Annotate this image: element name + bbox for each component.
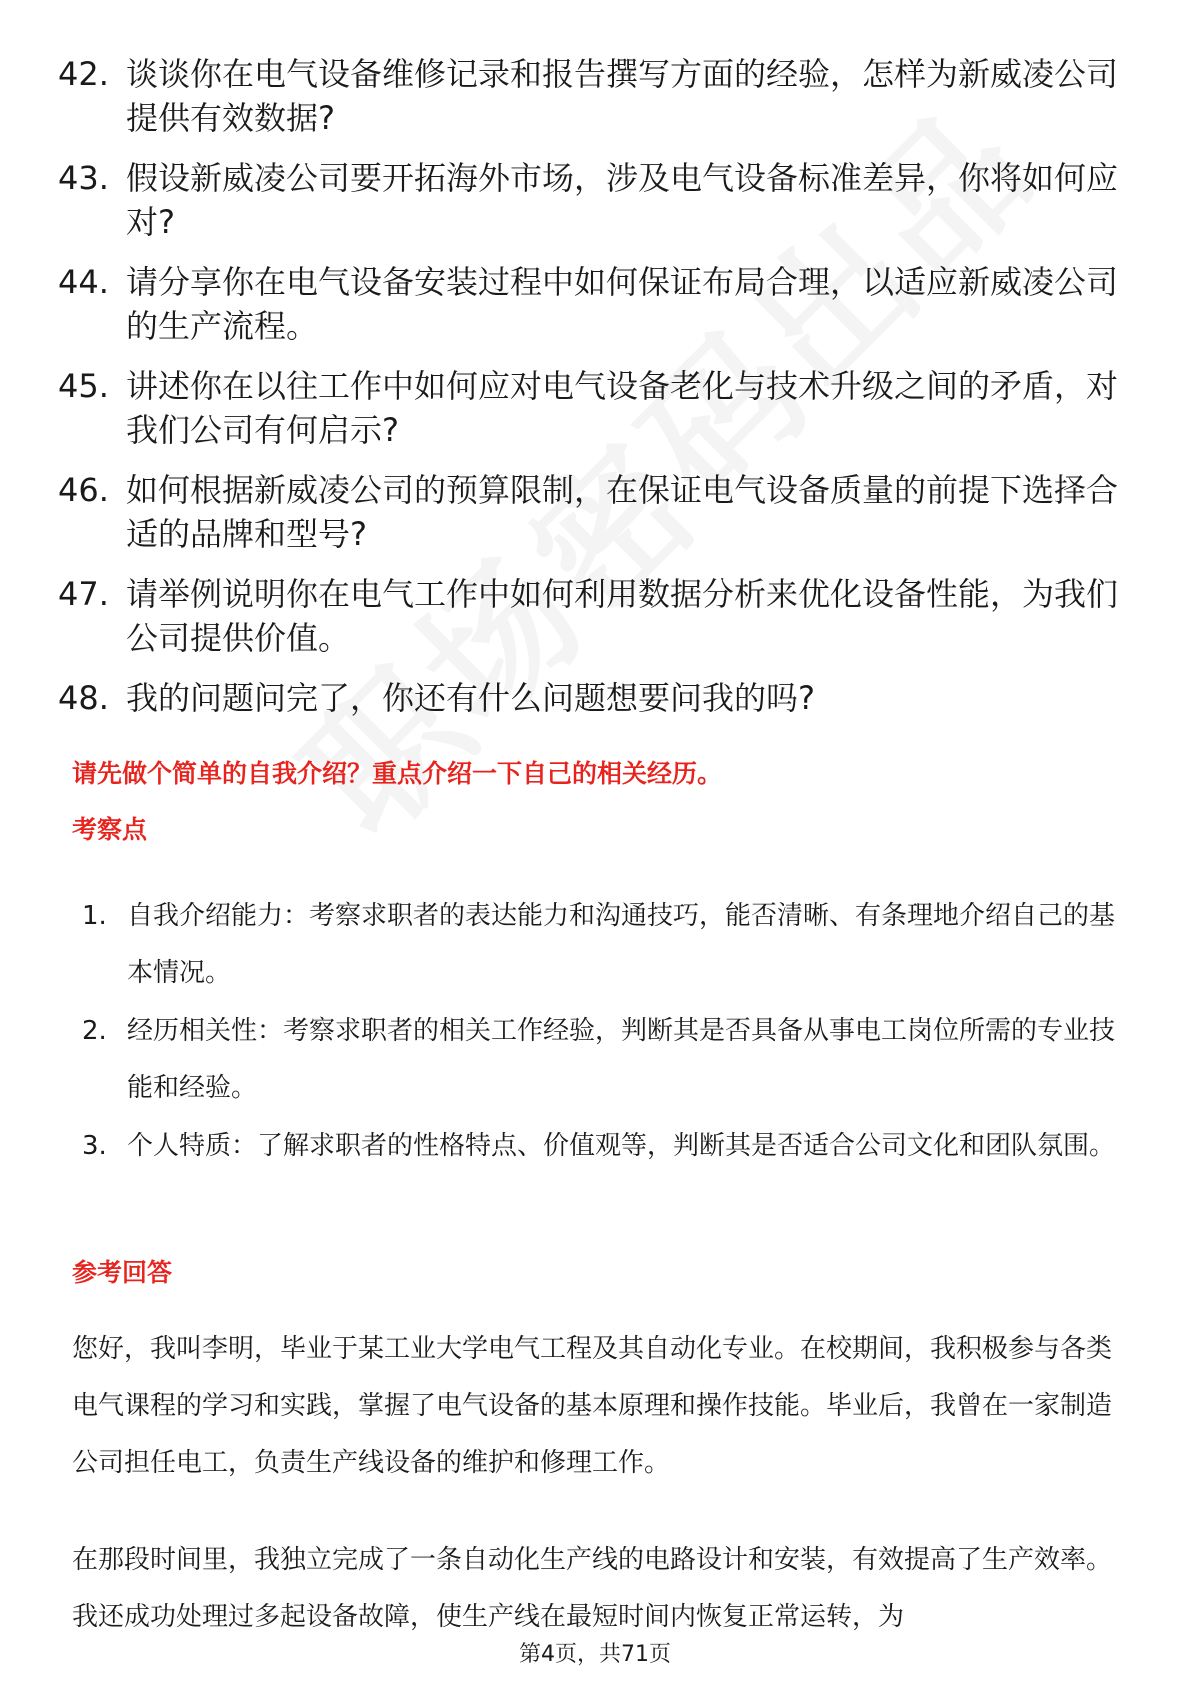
question-number: 44.: [58, 263, 109, 301]
examine-point: [82, 888, 1122, 1002]
question-text: 假设新威凌公司要开拓海外市场，涉及电气设备标准差异，你将如何应对?: [126, 159, 1119, 241]
point-text: 自我介绍能力：考察求职者的表达能力和沟通技巧，能否清晰、有条理地介绍自己的基本情况。: [127, 901, 1116, 988]
question-heading: 请先做个简单的自我介绍？重点介绍一下自己的相关经历。: [72, 759, 723, 788]
examine-points-list: [82, 888, 1122, 1176]
question-item: [58, 364, 1118, 452]
question-item: [58, 52, 1118, 140]
question-number: 45.: [58, 367, 109, 405]
question-number: 48.: [58, 679, 109, 717]
question-number: 43.: [58, 159, 109, 197]
examine-point: [82, 1118, 1122, 1175]
reference-answer-label: 参考回答: [72, 1258, 173, 1287]
question-item: [58, 260, 1118, 348]
examine-point: [82, 1003, 1122, 1117]
examine-points-label: 考察点: [72, 815, 148, 844]
question-item: [58, 156, 1118, 244]
point-number: 3.: [82, 1131, 107, 1161]
question-number: 42.: [58, 55, 109, 93]
point-text: 经历相关性：考察求职者的相关工作经验，判断其是否具备从事电工岗位所需的专业技能和经验。: [127, 1016, 1116, 1103]
question-text: 请分享你在电气设备安装过程中如何保证布局合理，以适应新威凌公司的生产流程。: [126, 263, 1119, 345]
point-number: 2.: [82, 1016, 107, 1046]
question-text: 讲述你在以往工作中如何应对电气设备老化与技术升级之间的矛盾，对我们公司有何启示?: [126, 367, 1119, 449]
page-number: 第4页，共71页: [519, 1642, 671, 1667]
question-item: [58, 468, 1118, 556]
answer-paragraph: 您好，我叫李明，毕业于某工业大学电气工程及其自动化专业。在校期间，我积极参与各类电气课程的学习和实践，掌握了电气设备的基本原理和操作技能。毕业后，我曾在一家制造公司担任电工，负责生产线设备的维护和修理工作。: [72, 1334, 1113, 1478]
question-text: 谈谈你在电气设备维修记录和报告撰写方面的经验，怎样为新威凌公司提供有效数据?: [126, 55, 1119, 137]
question-text: 我的问题问完了，你还有什么问题想要问我的吗?: [126, 679, 815, 717]
question-list: [58, 52, 1118, 736]
question-item: [58, 676, 1118, 720]
point-number: 1.: [82, 901, 107, 931]
question-item: [58, 572, 1118, 660]
question-number: 47.: [58, 575, 109, 613]
question-text: 请举例说明你在电气工作中如何利用数据分析来优化设备性能，为我们公司提供价值。: [126, 575, 1119, 657]
answer-paragraph: 在那段时间里，我独立完成了一条自动化生产线的电路设计和安装，有效提高了生产效率。我还成功处理过多起设备故障，使生产线在最短时间内恢复正常运转，为: [72, 1545, 1113, 1632]
point-text: 个人特质：了解求职者的性格特点、价值观等，判断其是否适合公司文化和团队氛围。: [127, 1131, 1116, 1161]
question-number: 46.: [58, 471, 109, 509]
question-text: 如何根据新威凌公司的预算限制，在保证电气设备质量的前提下选择合适的品牌和型号?: [126, 471, 1119, 553]
